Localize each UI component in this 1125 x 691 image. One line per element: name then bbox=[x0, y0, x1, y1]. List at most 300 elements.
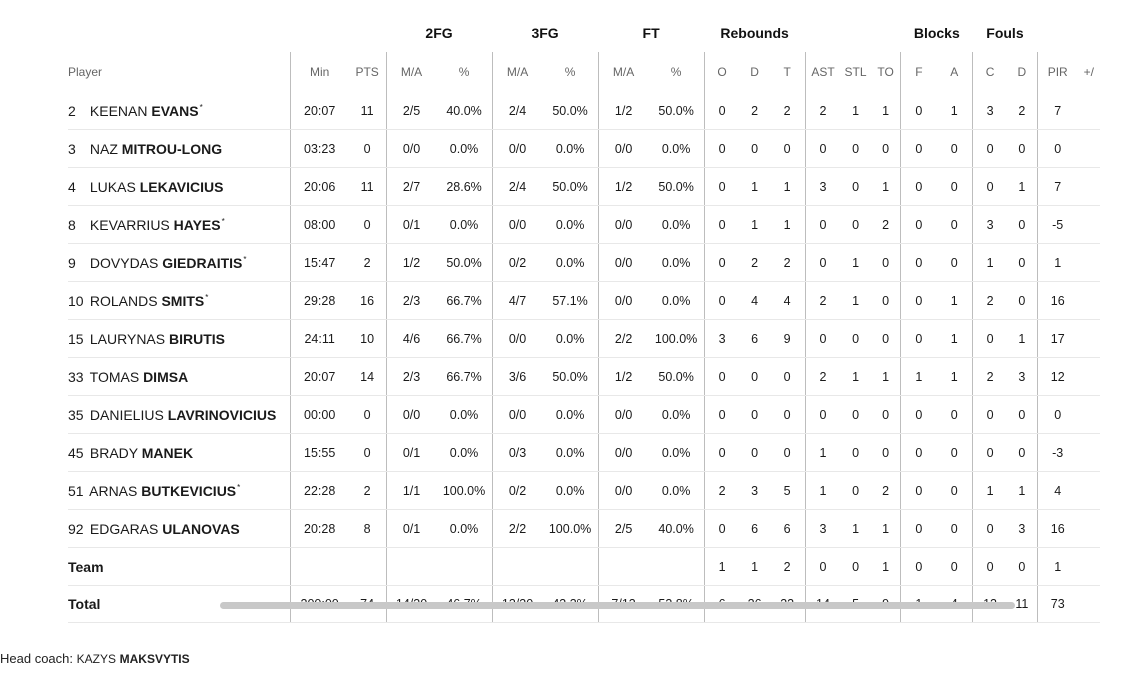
stat-foul-c: 0 bbox=[973, 320, 1007, 358]
player-number: 92 bbox=[68, 520, 84, 537]
stat-reb-o: 2 bbox=[704, 472, 739, 510]
player-row[interactable] bbox=[68, 320, 1100, 358]
stat-pir: 1 bbox=[1037, 548, 1077, 586]
player-last-name: LEKAVICIUS bbox=[139, 178, 224, 195]
player-last-name: ULANOVAS bbox=[162, 520, 240, 537]
stat-reb-t: 1 bbox=[770, 168, 805, 206]
col-blk-f[interactable]: F bbox=[901, 52, 936, 92]
stat-blk-f: 0 bbox=[901, 434, 936, 472]
stat-blk-a: 1 bbox=[936, 92, 972, 130]
col-pir[interactable]: PIR bbox=[1037, 52, 1077, 92]
stat-reb-o: 0 bbox=[704, 130, 739, 168]
stat-pir: 0 bbox=[1037, 396, 1077, 434]
col-reb-d[interactable]: D bbox=[750, 65, 759, 79]
stat-reb-o: 0 bbox=[704, 434, 739, 472]
stat-fg3-ma: 0/3 bbox=[492, 434, 542, 472]
stat-pir: -5 bbox=[1037, 206, 1077, 244]
stat-foul-d: 1 bbox=[1007, 472, 1037, 510]
stat-pir: 1 bbox=[1037, 244, 1077, 282]
stat-foul-c: 0 bbox=[973, 130, 1007, 168]
stat-ast: 2 bbox=[805, 282, 840, 320]
stat-pm bbox=[1078, 586, 1100, 623]
stat-foul-d: 0 bbox=[1007, 206, 1037, 244]
boxscore-container bbox=[68, 14, 1100, 623]
stat-reb-t: 1 bbox=[770, 206, 805, 244]
stat-foul-d: 11 bbox=[1007, 586, 1037, 623]
stat-fg2-ma: 0/1 bbox=[386, 434, 436, 472]
stat-fg2-pct: 0.0% bbox=[437, 396, 493, 434]
stat-foul-d: 0 bbox=[1007, 244, 1037, 282]
stat-reb-t: 0 bbox=[770, 434, 805, 472]
col-ft-ma[interactable]: M/A bbox=[598, 52, 648, 92]
stat-fg2-ma: 0/1 bbox=[386, 206, 436, 244]
stat-reb-d: 0 bbox=[739, 130, 769, 168]
stat-min: 24:11 bbox=[290, 320, 349, 358]
player-row[interactable] bbox=[68, 206, 1100, 244]
stat-fg3-pct bbox=[543, 548, 599, 586]
stat-pm bbox=[1078, 548, 1100, 586]
starter-marker: * bbox=[243, 254, 247, 264]
stat-blk-f: 0 bbox=[901, 168, 936, 206]
stat-foul-d: 0 bbox=[1007, 434, 1037, 472]
player-row[interactable] bbox=[68, 282, 1100, 320]
stat-blk-f: 0 bbox=[901, 396, 936, 434]
stat-reb-t: 2 bbox=[770, 92, 805, 130]
stat-fg3-ma: 0/0 bbox=[492, 396, 542, 434]
stat-stl: 0 bbox=[840, 434, 870, 472]
col-stl[interactable]: STL bbox=[844, 65, 867, 79]
stat-ft-ma: 1/2 bbox=[598, 92, 648, 130]
stat-min: 08:00 bbox=[290, 206, 349, 244]
stat-min: 15:55 bbox=[290, 434, 349, 472]
player-number: 35 bbox=[68, 406, 84, 423]
stat-to: 0 bbox=[871, 244, 901, 282]
player-name-cell[interactable] bbox=[68, 92, 290, 130]
group-2fg: 2FG bbox=[425, 25, 453, 41]
stat-foul-d: 0 bbox=[1007, 130, 1037, 168]
stat-ft-pct: 40.0% bbox=[649, 510, 705, 548]
stat-blk-a: 0 bbox=[936, 510, 972, 548]
stat-ft-pct: 50.0% bbox=[649, 92, 705, 130]
stat-foul-c: 2 bbox=[973, 282, 1007, 320]
stat-pm bbox=[1078, 244, 1100, 282]
player-first-name: LUKAS bbox=[89, 178, 136, 195]
stat-pts: 11 bbox=[349, 168, 386, 206]
stat-reb-d: 2 bbox=[739, 244, 769, 282]
stat-stl: 0 bbox=[840, 206, 870, 244]
stat-blk-a: 0 bbox=[936, 396, 972, 434]
stat-blk-f: 0 bbox=[901, 510, 936, 548]
stat-fg3-pct: 0.0% bbox=[543, 472, 599, 510]
stat-blk-a: 0 bbox=[936, 206, 972, 244]
group-3fg: 3FG bbox=[531, 25, 559, 41]
stat-pts: 2 bbox=[349, 472, 386, 510]
stat-stl: 1 bbox=[840, 92, 870, 130]
stat-ft-ma: 0/0 bbox=[598, 282, 648, 320]
player-name-cell[interactable] bbox=[68, 130, 290, 168]
player-name-cell[interactable] bbox=[68, 358, 290, 396]
player-number: 4 bbox=[68, 178, 76, 195]
stat-fg2-pct: 66.7% bbox=[437, 320, 493, 358]
stat-foul-c: 1 bbox=[973, 472, 1007, 510]
team-row-label: Team bbox=[68, 548, 290, 586]
coach-last-name: MAKSVYTIS bbox=[119, 652, 190, 666]
stat-foul-d: 3 bbox=[1007, 510, 1037, 548]
stat-pir: -3 bbox=[1037, 434, 1077, 472]
stat-fg3-pct: 0.0% bbox=[543, 320, 599, 358]
stat-fg2-pct: 66.7% bbox=[437, 282, 493, 320]
player-number: 51 bbox=[68, 482, 84, 499]
stat-pm bbox=[1078, 396, 1100, 434]
col-player[interactable]: Player bbox=[68, 65, 103, 79]
stat-pm bbox=[1078, 358, 1100, 396]
player-first-name: NAZ bbox=[89, 140, 118, 157]
stat-fg2-pct: 0.0% bbox=[437, 510, 493, 548]
stat-foul-c: 0 bbox=[973, 434, 1007, 472]
stat-blk-a: 1 bbox=[936, 320, 972, 358]
stat-pm bbox=[1078, 320, 1100, 358]
stat-pts: 0 bbox=[349, 434, 386, 472]
col-foul-c[interactable]: C bbox=[973, 52, 1007, 92]
stat-foul-c: 2 bbox=[973, 358, 1007, 396]
stat-ft-ma: 0/0 bbox=[598, 244, 648, 282]
player-first-name: DOVYDAS bbox=[89, 254, 159, 271]
stat-pts: 8 bbox=[349, 510, 386, 548]
stat-pts bbox=[349, 548, 386, 586]
stat-min: 20:07 bbox=[290, 92, 349, 130]
col-ast[interactable]: AST bbox=[805, 52, 840, 92]
stat-ast: 0 bbox=[805, 320, 840, 358]
stat-reb-d: 1 bbox=[739, 168, 769, 206]
col-2fg-ma[interactable]: M/A bbox=[386, 52, 436, 92]
col-3fg-pct[interactable]: % bbox=[564, 65, 576, 79]
player-first-name: TOMAS bbox=[89, 368, 140, 385]
stat-pts: 0 bbox=[349, 206, 386, 244]
stat-ft-ma bbox=[598, 548, 648, 586]
coach-label: Head coach: bbox=[0, 651, 73, 666]
stat-reb-o: 0 bbox=[704, 510, 739, 548]
player-first-name: LAURYNAS bbox=[89, 330, 166, 347]
player-row[interactable] bbox=[68, 92, 1100, 130]
stat-fg2-ma: 0/1 bbox=[386, 510, 436, 548]
col-plus-minus[interactable]: +/ bbox=[1083, 65, 1094, 79]
stat-reb-d: 3 bbox=[739, 472, 769, 510]
stat-ft-ma: 0/0 bbox=[598, 434, 648, 472]
stat-ast: 3 bbox=[805, 510, 840, 548]
col-3fg-ma[interactable]: M/A bbox=[492, 52, 542, 92]
stat-ft-pct: 50.0% bbox=[649, 358, 705, 396]
stat-fg3-pct: 0.0% bbox=[543, 396, 599, 434]
col-pts[interactable]: PTS bbox=[355, 65, 379, 79]
stat-blk-f: 0 bbox=[901, 320, 936, 358]
stat-blk-f: 0 bbox=[901, 206, 936, 244]
stat-ft-ma: 1/2 bbox=[598, 168, 648, 206]
stat-blk-f: 0 bbox=[901, 472, 936, 510]
stat-reb-d: 4 bbox=[739, 282, 769, 320]
stat-blk-a: 0 bbox=[936, 130, 972, 168]
stat-foul-d: 0 bbox=[1007, 548, 1037, 586]
stat-foul-c: 0 bbox=[973, 548, 1007, 586]
stat-fg2-ma: 4/6 bbox=[386, 320, 436, 358]
stat-pir: 7 bbox=[1037, 92, 1077, 130]
stat-pm bbox=[1078, 434, 1100, 472]
stat-pm bbox=[1078, 510, 1100, 548]
stat-fg2-ma: 2/3 bbox=[386, 358, 436, 396]
player-number: 10 bbox=[68, 292, 84, 309]
stat-blk-a: 1 bbox=[936, 282, 972, 320]
team-row bbox=[68, 548, 1100, 586]
stat-min: 22:28 bbox=[290, 472, 349, 510]
stat-blk-f: 0 bbox=[901, 548, 936, 586]
stat-reb-t: 5 bbox=[770, 472, 805, 510]
stat-reb-o: 3 bbox=[704, 320, 739, 358]
stat-ast: 0 bbox=[805, 130, 840, 168]
stat-pts: 11 bbox=[349, 92, 386, 130]
stat-pm bbox=[1078, 282, 1100, 320]
starter-marker: * bbox=[205, 292, 209, 302]
starter-marker: * bbox=[221, 216, 225, 226]
col-foul-d[interactable]: D bbox=[1017, 65, 1027, 79]
stat-fg3-ma: 4/7 bbox=[492, 282, 542, 320]
stat-foul-d: 1 bbox=[1007, 320, 1037, 358]
player-last-name: EVANS bbox=[151, 102, 199, 119]
starter-marker: * bbox=[199, 102, 203, 112]
stat-fg2-ma: 1/2 bbox=[386, 244, 436, 282]
stat-fg2-pct: 66.7% bbox=[437, 358, 493, 396]
stat-ft-ma: 0/0 bbox=[598, 396, 648, 434]
stat-fg2-pct: 0.0% bbox=[437, 206, 493, 244]
header-column-row bbox=[68, 52, 1100, 92]
player-name-cell[interactable] bbox=[68, 472, 290, 510]
col-blk-a[interactable]: A bbox=[950, 65, 959, 79]
stat-foul-d: 1 bbox=[1007, 168, 1037, 206]
player-name-cell[interactable] bbox=[68, 396, 290, 434]
horizontal-scrollbar[interactable] bbox=[220, 602, 1015, 609]
stat-min: 15:47 bbox=[290, 244, 349, 282]
player-name-cell[interactable] bbox=[68, 320, 290, 358]
stat-pir: 0 bbox=[1037, 130, 1077, 168]
stat-to: 0 bbox=[871, 130, 901, 168]
stat-fg2-pct: 50.0% bbox=[437, 244, 493, 282]
stat-to: 1 bbox=[871, 358, 901, 396]
stat-foul-c: 1 bbox=[973, 244, 1007, 282]
stat-reb-d: 2 bbox=[739, 92, 769, 130]
stat-foul-d: 0 bbox=[1007, 396, 1037, 434]
stat-reb-o: 0 bbox=[704, 168, 739, 206]
stat-ast: 3 bbox=[805, 168, 840, 206]
stat-pm bbox=[1078, 206, 1100, 244]
stat-fg2-ma: 2/7 bbox=[386, 168, 436, 206]
stat-reb-o: 0 bbox=[704, 358, 739, 396]
player-number: 33 bbox=[68, 368, 84, 385]
stat-ft-pct: 0.0% bbox=[649, 206, 705, 244]
player-last-name: MITROU-LONG bbox=[121, 140, 223, 157]
player-last-name: LAVRINOVICIUS bbox=[167, 406, 277, 423]
stat-fg2-ma: 1/1 bbox=[386, 472, 436, 510]
stat-ast: 0 bbox=[805, 206, 840, 244]
stat-ft-pct: 0.0% bbox=[649, 130, 705, 168]
stat-fg3-pct: 100.0% bbox=[543, 510, 599, 548]
player-first-name: ROLANDS bbox=[89, 292, 158, 309]
stat-foul-d: 2 bbox=[1007, 92, 1037, 130]
player-name-cell[interactable] bbox=[68, 206, 290, 244]
stat-reb-t: 2 bbox=[770, 548, 805, 586]
stat-pts: 2 bbox=[349, 244, 386, 282]
stat-blk-a: 0 bbox=[936, 244, 972, 282]
stat-stl: 0 bbox=[840, 548, 870, 586]
player-name-cell[interactable] bbox=[68, 244, 290, 282]
stat-pir: 12 bbox=[1037, 358, 1077, 396]
stat-reb-t: 0 bbox=[770, 130, 805, 168]
player-first-name: EDGARAS bbox=[89, 520, 159, 537]
stat-pm bbox=[1078, 92, 1100, 130]
stat-to: 1 bbox=[871, 510, 901, 548]
player-number: 15 bbox=[68, 330, 84, 347]
stat-blk-a: 1 bbox=[936, 358, 972, 396]
player-first-name: KEVARRIUS bbox=[89, 216, 170, 233]
stat-to: 1 bbox=[871, 168, 901, 206]
stat-pts: 14 bbox=[349, 358, 386, 396]
stat-foul-c: 3 bbox=[973, 92, 1007, 130]
col-min[interactable]: Min bbox=[290, 52, 349, 92]
player-row[interactable] bbox=[68, 396, 1100, 434]
stat-reb-d: 6 bbox=[739, 320, 769, 358]
player-row[interactable] bbox=[68, 358, 1100, 396]
stat-foul-c: 0 bbox=[973, 510, 1007, 548]
stat-pm bbox=[1078, 472, 1100, 510]
stat-blk-a: 0 bbox=[936, 472, 972, 510]
stat-reb-d: 0 bbox=[739, 434, 769, 472]
stat-foul-c: 0 bbox=[973, 396, 1007, 434]
stat-blk-a: 0 bbox=[936, 548, 972, 586]
stat-pir: 16 bbox=[1037, 282, 1077, 320]
stat-stl: 1 bbox=[840, 282, 870, 320]
stat-fg3-ma: 0/2 bbox=[492, 472, 542, 510]
stat-stl: 1 bbox=[840, 358, 870, 396]
stat-fg2-ma: 2/3 bbox=[386, 282, 436, 320]
total-row-label: Total bbox=[68, 586, 290, 623]
stat-fg3-pct: 50.0% bbox=[543, 358, 599, 396]
head-coach bbox=[0, 651, 190, 666]
col-ft-pct[interactable]: % bbox=[670, 65, 682, 79]
player-first-name: ARNAS bbox=[89, 482, 138, 499]
player-name-cell[interactable] bbox=[68, 434, 290, 472]
stat-ft-ma: 2/5 bbox=[598, 510, 648, 548]
group-fouls: Fouls bbox=[986, 25, 1024, 41]
player-row[interactable] bbox=[68, 472, 1100, 510]
stat-pir: 4 bbox=[1037, 472, 1077, 510]
player-last-name: GIEDRAITIS bbox=[162, 254, 243, 271]
stat-reb-d: 6 bbox=[739, 510, 769, 548]
stat-ft-pct: 0.0% bbox=[649, 282, 705, 320]
stat-fg3-ma: 0/2 bbox=[492, 244, 542, 282]
stat-fg3-ma: 3/6 bbox=[492, 358, 542, 396]
stat-stl: 1 bbox=[840, 510, 870, 548]
stat-fg2-ma: 2/5 bbox=[386, 92, 436, 130]
stat-ft-pct: 0.0% bbox=[649, 396, 705, 434]
group-blocks: Blocks bbox=[913, 25, 960, 41]
stat-pir: 7 bbox=[1037, 168, 1077, 206]
stat-blk-f: 0 bbox=[901, 282, 936, 320]
stat-ft-pct: 50.0% bbox=[649, 168, 705, 206]
stat-reb-o: 0 bbox=[704, 206, 739, 244]
player-name-cell[interactable] bbox=[68, 510, 290, 548]
stat-min bbox=[290, 548, 349, 586]
player-last-name: BIRUTIS bbox=[169, 330, 225, 347]
stat-ast: 1 bbox=[805, 472, 840, 510]
stat-ft-pct bbox=[649, 548, 705, 586]
stat-fg2-pct: 40.0% bbox=[437, 92, 493, 130]
player-name-cell[interactable] bbox=[68, 282, 290, 320]
stat-reb-t: 6 bbox=[770, 510, 805, 548]
stat-to: 1 bbox=[871, 548, 901, 586]
stat-pir: 17 bbox=[1037, 320, 1077, 358]
stat-ft-ma: 0/0 bbox=[598, 472, 648, 510]
col-to[interactable]: TO bbox=[877, 65, 894, 79]
stat-foul-d: 3 bbox=[1007, 358, 1037, 396]
stat-blk-f: 0 bbox=[901, 130, 936, 168]
col-reb-t[interactable]: T bbox=[783, 65, 791, 79]
player-first-name: BRADY bbox=[89, 444, 138, 461]
stat-reb-t: 2 bbox=[770, 244, 805, 282]
stat-blk-a: 0 bbox=[936, 434, 972, 472]
player-number: 9 bbox=[68, 254, 76, 271]
stat-blk-f: 1 bbox=[901, 358, 936, 396]
player-row[interactable] bbox=[68, 510, 1100, 548]
stat-fg2-pct: 0.0% bbox=[437, 130, 493, 168]
stat-pm bbox=[1078, 168, 1100, 206]
stat-ast: 0 bbox=[805, 244, 840, 282]
stat-fg3-pct: 50.0% bbox=[543, 92, 599, 130]
stat-ft-ma: 0/0 bbox=[598, 206, 648, 244]
stat-reb-o: 0 bbox=[704, 282, 739, 320]
player-row[interactable] bbox=[68, 130, 1100, 168]
stat-fg3-pct: 0.0% bbox=[543, 130, 599, 168]
player-row[interactable] bbox=[68, 434, 1100, 472]
player-number: 45 bbox=[68, 444, 84, 461]
player-last-name: MANEK bbox=[141, 444, 194, 461]
stat-fg2-pct: 100.0% bbox=[437, 472, 493, 510]
stat-fg3-pct: 0.0% bbox=[543, 244, 599, 282]
stat-reb-d: 0 bbox=[739, 358, 769, 396]
stat-to: 0 bbox=[871, 396, 901, 434]
stat-ast: 2 bbox=[805, 358, 840, 396]
stat-pts: 16 bbox=[349, 282, 386, 320]
stat-fg2-ma bbox=[386, 548, 436, 586]
header-group-row bbox=[68, 14, 1100, 52]
stat-stl: 0 bbox=[840, 396, 870, 434]
stat-to: 0 bbox=[871, 320, 901, 358]
stat-ast: 2 bbox=[805, 92, 840, 130]
stat-min: 20:06 bbox=[290, 168, 349, 206]
stat-to: 0 bbox=[871, 282, 901, 320]
stat-ft-pct: 0.0% bbox=[649, 244, 705, 282]
stat-fg3-ma: 2/2 bbox=[492, 510, 542, 548]
stat-fg3-ma: 2/4 bbox=[492, 168, 542, 206]
stat-fg3-pct: 0.0% bbox=[543, 434, 599, 472]
stat-fg3-ma: 0/0 bbox=[492, 130, 542, 168]
stat-foul-c: 3 bbox=[973, 206, 1007, 244]
stat-fg2-pct: 0.0% bbox=[437, 434, 493, 472]
player-row[interactable] bbox=[68, 168, 1100, 206]
player-name-cell[interactable] bbox=[68, 168, 290, 206]
col-reb-o[interactable]: O bbox=[704, 52, 739, 92]
col-2fg-pct[interactable]: % bbox=[458, 65, 470, 79]
stat-to: 0 bbox=[871, 434, 901, 472]
stat-ft-ma: 2/2 bbox=[598, 320, 648, 358]
player-row[interactable] bbox=[68, 244, 1100, 282]
player-number: 8 bbox=[68, 216, 76, 233]
